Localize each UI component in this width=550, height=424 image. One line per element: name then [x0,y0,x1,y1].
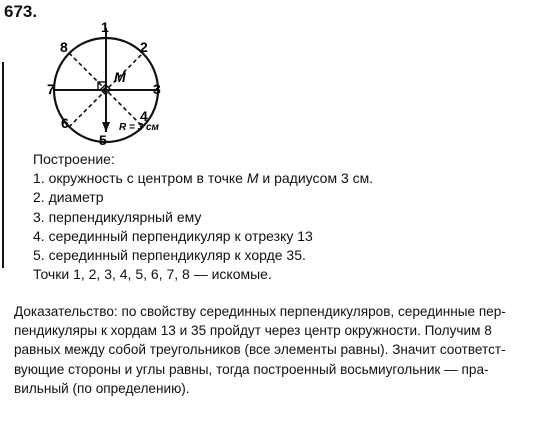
construction-step-3: 3. перпендикулярный ему [33,208,202,225]
construction-step-4: 4. серединный перпендикуляр к отрезку 13 [33,227,313,244]
point-label-7: 7 [47,81,55,97]
proof-line: вующие стороны и углы равны, тогда построенный восьмиугольник — пра- [14,361,489,377]
radius-label: R = 3 см [119,122,159,133]
center-label: M [114,69,126,85]
proof-line: вильный (по определению). [14,380,190,396]
step-1-text-end: и радиусом 3 см. [258,170,374,187]
construction-step-1 [33,169,373,188]
point-label-4: 4 [140,108,148,124]
step-1-center: M [246,170,259,187]
step-1-text: 1. окружность с центром в точке [33,170,247,187]
point-label-2: 2 [140,39,148,55]
construction-result: Точки 1, 2, 3, 4, 5, 6, 7, 8 — искомые. [33,266,272,283]
point-label-6: 6 [61,115,69,131]
problem-number: 673. [4,2,38,21]
octagon-construction-figure [40,18,190,146]
margin-bar [2,62,4,268]
construction-steps [33,150,373,284]
construction-step-5: 5. серединный перпендикуляр к хорде 35. [33,247,306,264]
proof-line: равных между собой треугольников (все элементы равны). Значит соответст- [14,342,506,358]
proof-line: Доказательство: по свойству серединных перпендикуляров, серединные пер- [14,304,506,319]
point-label-3: 3 [153,81,161,97]
point-label-8: 8 [60,39,68,55]
proof-line: пендикуляры к хордам 13 и 35 пройдут через центр окружности. Получим 8 [14,323,492,339]
proof-paragraph [14,302,542,398]
point-label-1: 1 [101,19,109,35]
point-label-5: 5 [99,132,107,146]
radius-arrow-head [102,122,110,132]
construction-heading: Построение: [33,151,115,167]
construction-step-2: 2. диаметр [33,189,104,206]
